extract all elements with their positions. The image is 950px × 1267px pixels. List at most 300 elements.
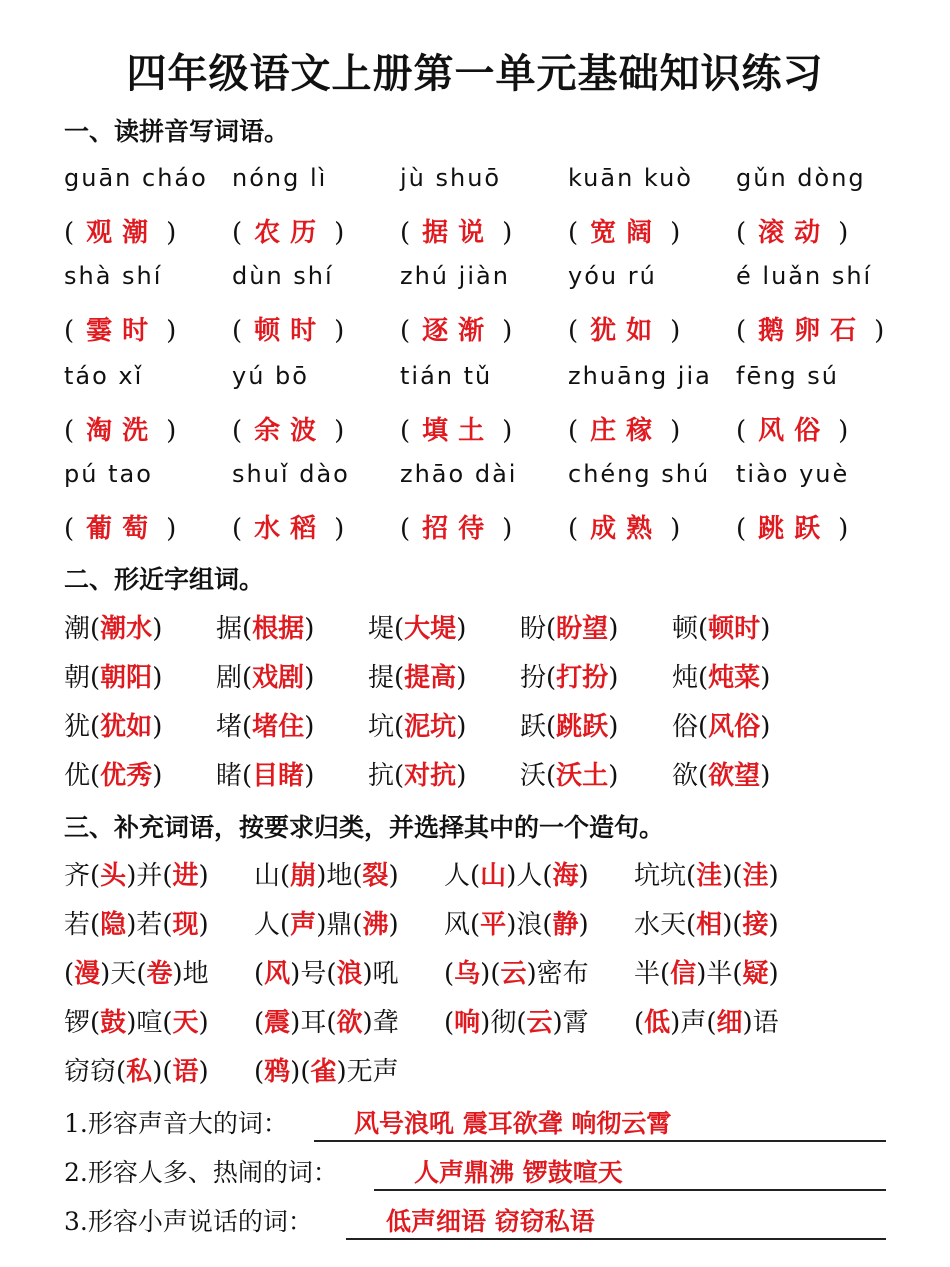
close-paren: ) [502,316,513,346]
open-paren: ( [706,1008,717,1038]
idiom-item [254,904,399,941]
similar-char-item [216,706,314,743]
answer-cell [400,410,512,447]
page-title: 四年级语文上册第一单元基础知识练习 [126,51,824,97]
idiom-text: 地 [182,959,209,989]
close-paren: ) [166,514,177,544]
close-paren: ) [578,910,589,940]
idiom-answer: 山 [480,861,507,891]
close-paren: ) [456,712,467,742]
idiom-text: 半 [634,959,661,989]
close-paren: ) [152,1057,163,1087]
answer-cell [736,410,848,447]
open-paren: ( [394,663,405,693]
open-paren: ( [90,663,101,693]
idiom-text: 人 [254,910,281,940]
close-paren: ) [456,663,467,693]
answer-word: 淘洗 [86,416,159,446]
answer-word: 目睹 [252,761,305,791]
idiom-text: 语 [752,1008,779,1038]
open-paren: ( [686,861,697,891]
close-paren: ) [502,218,513,248]
idiom-answer: 洼 [742,861,769,891]
idiom-text: 无声 [346,1057,399,1087]
answer-cell [736,508,848,545]
idiom-answer: 进 [172,861,199,891]
answer-cell [568,410,680,447]
idiom-row [64,953,894,993]
base-char: 欲 [672,761,699,791]
similar-char-row [64,755,894,795]
open-paren: ( [400,218,411,248]
answer-row [64,508,894,548]
open-paren: ( [326,959,337,989]
answer-word: 余波 [254,416,327,446]
close-paren: ) [334,316,345,346]
open-paren: ( [400,514,411,544]
idiom-text: 喧 [136,1008,163,1038]
close-paren: ) [502,416,513,446]
idiom-answer: 静 [552,910,579,940]
similar-char-item [520,755,618,792]
base-char: 提 [368,663,395,693]
pinyin-text: tián tǔ [400,362,493,390]
close-paren: ) [334,416,345,446]
close-paren: ) [696,959,707,989]
base-char: 顿 [672,614,699,644]
answer-cell [736,212,848,249]
idiom-answer: 天 [172,1008,199,1038]
open-paren: ( [736,416,747,446]
similar-char-item [64,657,162,694]
idiom-row [64,855,894,895]
pinyin-text: é luǎn shí [736,262,873,290]
answer-word: 盼望 [556,614,609,644]
answer-word: 逐渐 [422,316,495,346]
idiom-answer: 云 [500,959,527,989]
idiom-answer: 隐 [100,910,127,940]
answer-cell [400,212,512,249]
idiom-answer: 平 [480,910,507,940]
idiom-answer: 卷 [146,959,173,989]
open-paren: ( [136,959,147,989]
open-paren: ( [242,614,253,644]
open-paren: ( [326,1008,337,1038]
answer-word: 庄稼 [590,416,663,446]
similar-char-item [216,755,314,792]
open-paren: ( [546,761,557,791]
idiom-answer: 沸 [362,910,389,940]
answer-word: 霎时 [86,316,159,346]
open-paren: ( [568,218,579,248]
idiom-text: 风 [444,910,471,940]
category-line [64,1149,894,1193]
close-paren: ) [670,218,681,248]
base-char: 优 [64,761,91,791]
open-paren: ( [568,316,579,346]
open-paren: ( [116,1057,127,1087]
close-paren: ) [480,959,491,989]
idiom-text: 窃窃 [64,1057,117,1087]
similar-char-item [64,608,162,645]
base-char: 据 [216,614,243,644]
idiom-text: 坑坑 [634,861,687,891]
open-paren: ( [732,959,743,989]
similar-char-item [216,608,314,645]
pinyin-text: zhuāng jia [568,362,712,390]
close-paren: ) [388,910,399,940]
close-paren: ) [760,614,771,644]
answer-cell [64,410,176,447]
answer-word: 犹如 [590,316,663,346]
open-paren: ( [162,910,173,940]
open-paren: ( [568,416,579,446]
answer-cell [64,310,176,347]
open-paren: ( [162,1008,173,1038]
base-char: 睹 [216,761,243,791]
idiom-answer: 风 [264,959,291,989]
close-paren: ) [152,663,163,693]
category-answer: 风号浪吼 震耳欲聋 响彻云霄 [314,1104,886,1142]
pinyin-text: yú bō [232,362,309,390]
category-label: 1.形容声音大的词： [64,1109,288,1138]
answer-word: 跳跃 [758,514,831,544]
idiom-item [254,1002,399,1039]
open-paren: ( [394,712,405,742]
pinyin-row [64,362,894,402]
close-paren: ) [874,316,885,346]
category-line [64,1100,894,1144]
close-paren: ) [742,1008,753,1038]
close-paren: ) [670,316,681,346]
idiom-answer: 云 [526,1008,553,1038]
open-paren: ( [232,416,243,446]
open-paren: ( [90,910,101,940]
similar-char-item [672,706,770,743]
close-paren: ) [334,218,345,248]
pinyin-text: zhāo dài [400,460,518,488]
open-paren: ( [634,1008,645,1038]
answer-row [64,212,894,252]
answer-cell [232,212,344,249]
answer-word: 根据 [252,614,305,644]
similar-char-item [520,608,618,645]
idiom-item [444,1002,589,1039]
close-paren: ) [334,514,345,544]
idiom-text: 齐 [64,861,91,891]
open-paren: ( [242,761,253,791]
answer-word: 招待 [422,514,495,544]
idiom-answer: 现 [172,910,199,940]
close-paren: ) [126,1008,137,1038]
close-paren: ) [198,1057,209,1087]
open-paren: ( [64,416,75,446]
close-paren: ) [198,861,209,891]
similar-char-row [64,706,894,746]
open-paren: ( [698,761,709,791]
close-paren: ) [362,1008,373,1038]
idiom-answer: 细 [716,1008,743,1038]
pinyin-text: kuān kuò [568,164,693,192]
similar-char-item [672,657,770,694]
similar-char-item [520,657,618,694]
open-paren: ( [90,761,101,791]
pinyin-text: dùn shí [232,262,334,290]
pinyin-text: shà shí [64,262,163,290]
answer-word: 堵住 [252,712,305,742]
idiom-row [64,1051,894,1091]
close-paren: ) [290,1008,301,1038]
base-char: 潮 [64,614,91,644]
close-paren: ) [126,910,137,940]
close-paren: ) [198,1008,209,1038]
open-paren: ( [64,316,75,346]
similar-char-item [64,755,162,792]
close-paren: ) [126,861,137,891]
answer-word: 对抗 [404,761,457,791]
similar-char-item [672,755,770,792]
idiom-text: 天 [110,959,137,989]
answer-word: 大堤 [404,614,457,644]
open-paren: ( [400,416,411,446]
pinyin-text: guān cháo [64,164,208,192]
open-paren: ( [90,712,101,742]
idiom-item [64,1051,209,1088]
close-paren: ) [838,514,849,544]
open-paren: ( [90,861,101,891]
answer-word: 农历 [254,218,327,248]
idiom-answer: 裂 [362,861,389,891]
similar-char-item [368,657,466,694]
pinyin-text: shuǐ dào [232,460,350,488]
answer-word: 跳跃 [556,712,609,742]
idiom-text: 水天 [634,910,687,940]
idiom-answer: 相 [696,910,723,940]
idiom-answer: 鸦 [264,1057,291,1087]
answer-word: 成熟 [590,514,663,544]
answer-cell [400,508,512,545]
close-paren: ) [768,959,779,989]
close-paren: ) [760,761,771,791]
idiom-answer: 疑 [742,959,769,989]
open-paren: ( [394,761,405,791]
open-paren: ( [64,959,75,989]
close-paren: ) [722,861,733,891]
pinyin-text: tiào yuè [736,460,850,488]
open-paren: ( [352,861,363,891]
close-paren: ) [670,514,681,544]
category-label: 3.形容小声说话的词： [64,1207,313,1236]
open-paren: ( [280,861,291,891]
open-paren: ( [698,663,709,693]
open-paren: ( [90,614,101,644]
pinyin-text: nóng lì [232,164,328,192]
answer-cell [568,212,680,249]
pinyin-text: yóu rú [568,262,657,290]
idiom-answer: 欲 [336,1008,363,1038]
pinyin-row [64,460,894,500]
close-paren: ) [760,663,771,693]
idiom-text: 若 [136,910,163,940]
close-paren: ) [152,614,163,644]
close-paren: ) [304,614,315,644]
open-paren: ( [490,959,501,989]
idiom-item [634,953,779,990]
base-char: 盼 [520,614,547,644]
answer-word: 戏剧 [252,663,305,693]
answer-word: 炖菜 [708,663,761,693]
base-char: 扮 [520,663,547,693]
open-paren: ( [232,316,243,346]
section3-heading: 三、补充词语，按要求归类，并选择其中的一个造句。 [64,813,665,842]
idiom-answer: 信 [670,959,697,989]
open-paren: ( [546,712,557,742]
idiom-text: 地 [326,861,353,891]
answer-word: 水稻 [254,514,327,544]
close-paren: ) [578,861,589,891]
answer-word: 顿时 [254,316,327,346]
idiom-item [634,855,779,892]
idiom-text: 山 [254,861,281,891]
idiom-text: 霄 [562,1008,589,1038]
close-paren: ) [480,1008,491,1038]
open-paren: ( [542,861,553,891]
similar-char-item [520,706,618,743]
open-paren: ( [162,861,173,891]
idiom-answer: 语 [172,1057,199,1087]
open-paren: ( [242,663,253,693]
category-answer: 低声细语 窃窃私语 [346,1202,886,1240]
idiom-text: 鼎 [326,910,353,940]
close-paren: ) [552,1008,563,1038]
idiom-text: 吼 [372,959,399,989]
close-paren: ) [316,861,327,891]
close-paren: ) [768,861,779,891]
idiom-answer: 响 [454,1008,481,1038]
answer-row [64,410,894,450]
open-paren: ( [732,861,743,891]
answer-cell [736,310,884,347]
close-paren: ) [152,712,163,742]
base-char: 沃 [520,761,547,791]
open-paren: ( [254,959,265,989]
open-paren: ( [280,910,291,940]
open-paren: ( [254,1057,265,1087]
idiom-answer: 鼓 [100,1008,127,1038]
pinyin-text: chéng shú [568,460,711,488]
base-char: 坑 [368,712,395,742]
idiom-answer: 头 [100,861,127,891]
idiom-item [444,904,589,941]
open-paren: ( [470,910,481,940]
base-char: 炖 [672,663,699,693]
base-char: 俗 [672,712,699,742]
answer-word: 葡萄 [86,514,159,544]
close-paren: ) [768,910,779,940]
close-paren: ) [152,761,163,791]
close-paren: ) [760,712,771,742]
close-paren: ) [316,910,327,940]
similar-char-row [64,608,894,648]
answer-word: 欲望 [708,761,761,791]
category-line [64,1198,894,1242]
similar-char-item [368,608,466,645]
close-paren: ) [456,614,467,644]
idiom-item [64,1002,209,1039]
idiom-text: 并 [136,861,163,891]
idiom-text: 若 [64,910,91,940]
close-paren: ) [608,761,619,791]
open-paren: ( [542,910,553,940]
answer-word: 据说 [422,218,495,248]
close-paren: ) [100,959,111,989]
base-char: 跃 [520,712,547,742]
answer-word: 犹如 [100,712,153,742]
pinyin-text: zhú jiàn [400,262,510,290]
idiom-row [64,1002,894,1042]
answer-row [64,310,894,350]
idiom-text: 聋 [372,1008,399,1038]
idiom-item [254,953,399,990]
answer-word: 风俗 [708,712,761,742]
answer-word: 鹅卵石 [758,316,867,346]
open-paren: ( [546,614,557,644]
open-paren: ( [736,514,747,544]
answer-word: 顿时 [708,614,761,644]
close-paren: ) [456,761,467,791]
answer-word: 优秀 [100,761,153,791]
answer-word: 宽阔 [590,218,663,248]
pinyin-text: jù shuō [400,164,502,192]
answer-word: 观潮 [86,218,159,248]
close-paren: ) [290,959,301,989]
answer-word: 潮水 [100,614,153,644]
idiom-text: 浪 [516,910,543,940]
idiom-text: 彻 [490,1008,517,1038]
idiom-answer: 低 [644,1008,671,1038]
base-char: 堵 [216,712,243,742]
idiom-answer: 雀 [310,1057,337,1087]
answer-cell [232,310,344,347]
idiom-text: 耳 [300,1008,327,1038]
category-label: 2.形容人多、热闹的词： [64,1158,338,1187]
pinyin-text: fēng sú [736,362,840,390]
open-paren: ( [394,614,405,644]
section1-heading: 一、读拼音写词语。 [64,117,290,146]
idiom-text: 号 [300,959,327,989]
answer-word: 打扮 [556,663,609,693]
open-paren: ( [686,910,697,940]
open-paren: ( [546,663,557,693]
pinyin-text: gǔn dòng [736,164,866,192]
answer-cell [400,310,512,347]
base-char: 朝 [64,663,91,693]
open-paren: ( [232,514,243,544]
open-paren: ( [90,1008,101,1038]
idiom-answer: 震 [264,1008,291,1038]
close-paren: ) [290,1057,301,1087]
open-paren: ( [64,514,75,544]
close-paren: ) [166,316,177,346]
similar-char-item [368,706,466,743]
idiom-item [64,855,209,892]
pinyin-text: táo xǐ [64,362,144,390]
open-paren: ( [736,218,747,248]
open-paren: ( [400,316,411,346]
open-paren: ( [516,1008,527,1038]
idiom-answer: 崩 [290,861,317,891]
idiom-item [254,1051,399,1088]
